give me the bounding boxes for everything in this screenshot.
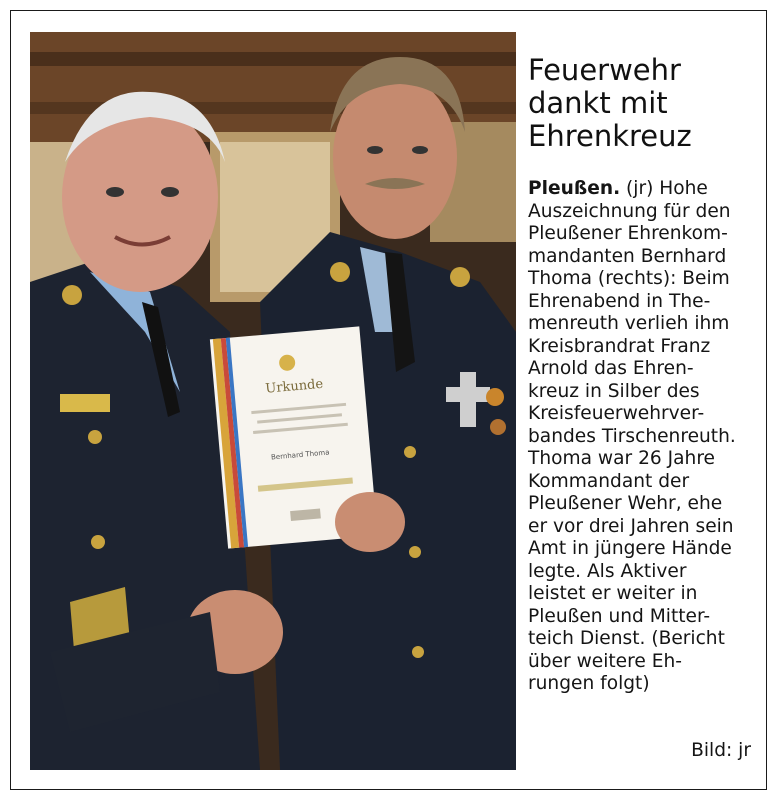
body-line: Thoma war 26 Jahre [528,448,715,469]
body-line: Kommandant der [528,470,690,492]
body-line: legte. Als Aktiver [528,560,687,582]
body-line: kreuz in Silber des [528,380,700,402]
article-headline [528,54,758,153]
body-line: Pleußener Ehrenkom- [528,223,728,244]
body-line: Pleußener Wehr, ehe [528,493,723,514]
body-line: mandanten Bernhard [528,245,727,267]
body-line: menreuth verlieh ihm [528,313,730,334]
body-line: bandes Tirschenreuth. [528,425,736,447]
body-line: Amt in jüngere Hände [528,538,732,559]
headline-line-1: Feuerwehr [528,53,681,87]
body-line: über weitere Eh- [528,650,682,672]
body-line: Pleußen und Mitter- [528,605,711,627]
body-line: er vor drei Jahren sein [528,515,734,537]
body-line: Kreisfeuerwehrver- [528,403,705,424]
dateline-place: Pleußen. [528,178,621,199]
certificate-name: Bernhard Thoma [270,448,330,462]
headline-line-3: Ehrenkreuz [528,119,692,153]
body-first-rest: (jr) Hohe [620,178,708,199]
body-line: Thoma (rechts): Beim [528,268,730,289]
photo-firefighters-handshake [30,32,516,770]
body-line: Arnold das Ehren- [528,358,694,379]
body-line: Ehrenabend in The- [528,290,711,312]
article-body [528,178,760,696]
body-line: leistet er weiter in [528,583,698,604]
headline-line-2: dankt mit [528,86,668,120]
body-line: Auszeichnung für den [528,200,731,222]
body-line: rungen folgt) [528,673,650,694]
photo-credit: Bild: jr [691,740,751,761]
certificate-title: Urkunde [264,376,324,397]
body-line: Kreisbrandrat Franz [528,335,711,357]
body-line: teich Dienst. (Bericht [528,628,725,649]
body-line-first [528,178,760,201]
